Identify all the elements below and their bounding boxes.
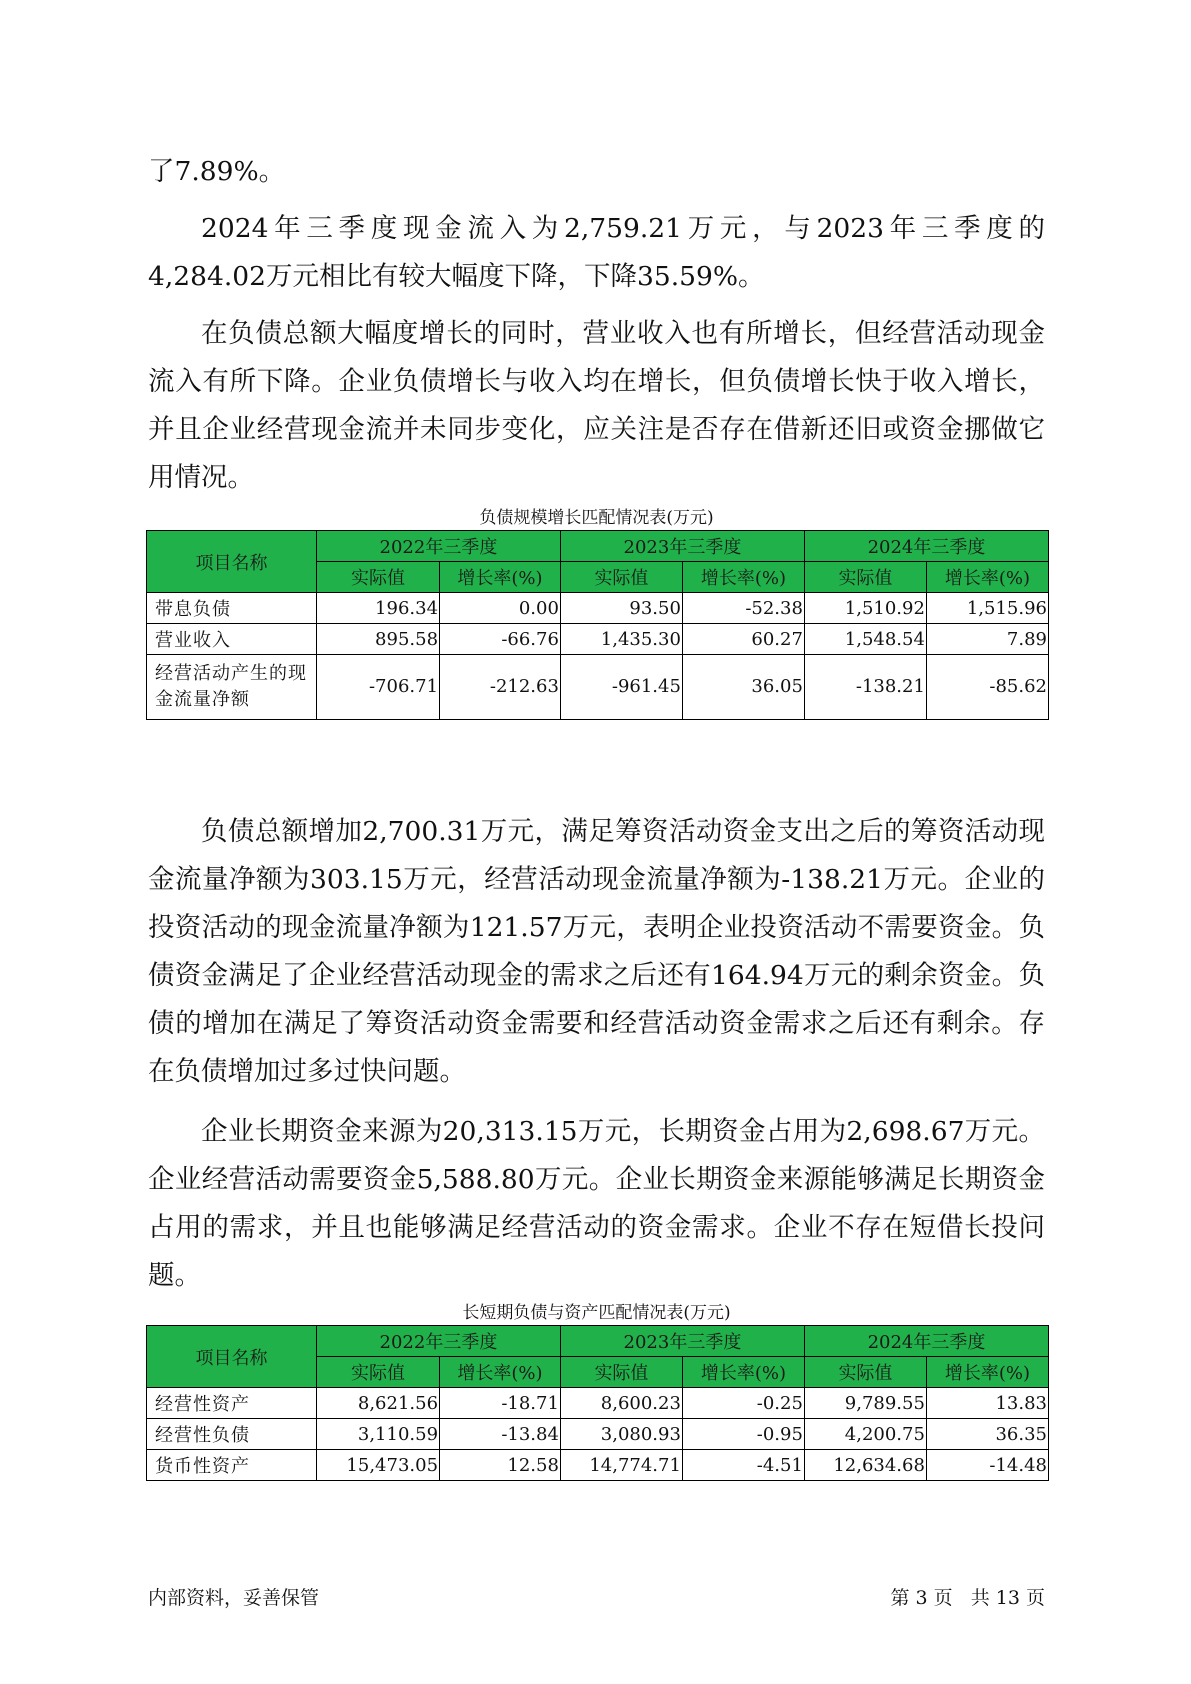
cell-value: 3,080.93	[560, 1419, 682, 1450]
footer-confidential-note: 内部资料，妥善保管	[148, 1587, 320, 1609]
cell-value: 3,110.59	[316, 1419, 439, 1450]
column-header-period: 2024年三季度	[804, 531, 1048, 562]
cell-value: 7.89	[926, 624, 1048, 655]
cell-value: 15,473.05	[316, 1450, 439, 1481]
cell-value: 12.58	[440, 1450, 561, 1481]
column-header-growth: 增长率(%)	[682, 562, 804, 593]
cell-value: 4,200.75	[804, 1419, 926, 1450]
cell-value: -212.63	[440, 655, 561, 720]
column-header-actual: 实际值	[560, 1357, 682, 1388]
row-label: 营业收入	[147, 624, 317, 655]
column-header-growth: 增长率(%)	[682, 1357, 804, 1388]
column-header-actual: 实际值	[316, 562, 439, 593]
cell-value: -85.62	[926, 655, 1048, 720]
cell-value: 36.05	[682, 655, 804, 720]
row-label: 经营性负债	[147, 1419, 317, 1450]
cell-value: -0.25	[682, 1388, 804, 1419]
cell-value: -14.48	[926, 1450, 1048, 1481]
row-label: 经营活动产生的现金流量净额	[147, 655, 317, 720]
paragraph-cash-inflow: 2024年三季度现金流入为2,759.21万元，与2023年三季度的4,284.02万元相比有较大幅度下降，下降35.59%。	[148, 213, 1045, 292]
cell-value: 0.00	[440, 593, 561, 624]
cell-value: -706.71	[316, 655, 439, 720]
cell-value: 8,600.23	[560, 1388, 682, 1419]
column-header-period: 2022年三季度	[316, 1326, 560, 1357]
paragraph-debt-growth-analysis: 在负债总额大幅度增长的同时，营业收入也有所增长，但经营活动现金流入有所下降。企业负债增长与收入均在增长，但负债增长快于收入增长，并且企业经营现金流并未同步变化，应关注是否存在借新还旧或资金挪做它用情况。	[148, 318, 1045, 493]
table1-caption: 负债规模增长匹配情况表(万元)	[479, 508, 714, 528]
table-row	[147, 1450, 1049, 1481]
column-header-growth: 增长率(%)	[440, 562, 561, 593]
cell-value: 12,634.68	[804, 1450, 926, 1481]
cell-value: 9,789.55	[804, 1388, 926, 1419]
cell-value: 60.27	[682, 624, 804, 655]
column-header-item: 项目名称	[147, 531, 317, 593]
column-header-growth: 增长率(%)	[926, 1357, 1048, 1388]
cell-value: 196.34	[316, 593, 439, 624]
cell-value: 8,621.56	[316, 1388, 439, 1419]
cell-value: 93.50	[560, 593, 682, 624]
cell-value: -52.38	[682, 593, 804, 624]
cell-value: -138.21	[804, 655, 926, 720]
footer-page-number: 第 3 页 共 13 页	[890, 1587, 1045, 1609]
column-header-period: 2022年三季度	[316, 531, 560, 562]
cell-value: -0.95	[682, 1419, 804, 1450]
paragraph-debt-increase: 负债总额增加2,700.31万元，满足筹资活动资金支出之后的筹资活动现金流量净额为303.15万元，经营活动现金流量净额为-138.21万元。企业的投资活动的现金流量净额为121.57万元，表明企业投资活动不需要资金。负债资金满足了企业经营活动现金的需求之后还有164.94万元的剩余资金。负债的增加在满足了筹资活动资金需要和经营活动资金需求之后还有剩余。存在负债增加过多过快问题。	[148, 816, 1045, 1087]
cell-value: -961.45	[560, 655, 682, 720]
column-header-actual: 实际值	[804, 562, 926, 593]
debt-growth-table	[146, 530, 1049, 720]
row-label: 带息负债	[147, 593, 317, 624]
cell-value: 14,774.71	[560, 1450, 682, 1481]
row-label: 经营性资产	[147, 1388, 317, 1419]
column-header-growth: 增长率(%)	[440, 1357, 561, 1388]
cell-value: -13.84	[440, 1419, 561, 1450]
cell-value: 36.35	[926, 1419, 1048, 1450]
cell-value: -4.51	[682, 1450, 804, 1481]
cell-value: 1,435.30	[560, 624, 682, 655]
table-row	[147, 624, 1049, 655]
column-header-actual: 实际值	[804, 1357, 926, 1388]
paragraph-long-term-funds: 企业长期资金来源为20,313.15万元，长期资金占用为2,698.67万元。企业经营活动需要资金5,588.80万元。企业长期资金来源能够满足长期资金占用的需求，并且也能够满足经营活动的资金需求。企业不存在短借长投问题。	[148, 1116, 1045, 1291]
table-row	[147, 1388, 1049, 1419]
cell-value: 1,510.92	[804, 593, 926, 624]
cell-value: 1,548.54	[804, 624, 926, 655]
column-header-period: 2024年三季度	[804, 1326, 1048, 1357]
column-header-period: 2023年三季度	[560, 531, 804, 562]
column-header-item: 项目名称	[147, 1326, 317, 1388]
table-row	[147, 593, 1049, 624]
paragraph-continuation: 了7.89%。	[148, 156, 286, 187]
column-header-actual: 实际值	[316, 1357, 439, 1388]
cell-value: 13.83	[926, 1388, 1048, 1419]
table-header-row	[147, 1326, 1049, 1357]
table2-caption: 长短期负债与资产匹配情况表(万元)	[462, 1303, 731, 1323]
row-label: 货币性资产	[147, 1450, 317, 1481]
asset-liability-match-table	[146, 1325, 1049, 1481]
column-header-actual: 实际值	[560, 562, 682, 593]
table-header-row	[147, 531, 1049, 562]
table-row	[147, 1419, 1049, 1450]
cell-value: 895.58	[316, 624, 439, 655]
cell-value: -18.71	[440, 1388, 561, 1419]
column-header-period: 2023年三季度	[560, 1326, 804, 1357]
cell-value: -66.76	[440, 624, 561, 655]
table-row	[147, 655, 1049, 720]
cell-value: 1,515.96	[926, 593, 1048, 624]
column-header-growth: 增长率(%)	[926, 562, 1048, 593]
